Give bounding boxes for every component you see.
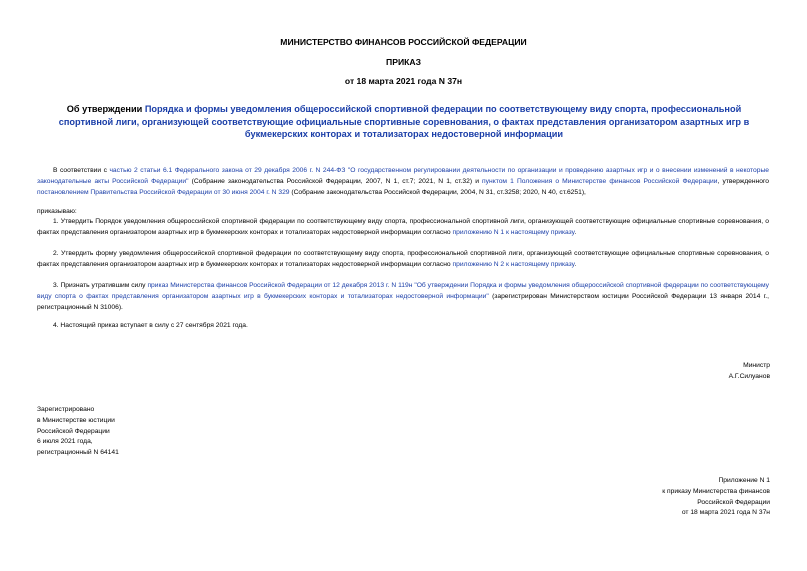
appendix-heading-block xyxy=(662,476,770,519)
date-number-heading: от 18 марта 2021 года N 37н xyxy=(344,76,463,86)
preamble-paragraph xyxy=(37,166,769,198)
item3-repealed-order-link[interactable]: приказ Министерства финансов Российской Федерации от 12 декабря 2013 г. N 119н "Об утверждении Порядка и формы уведомления общероссийской спортивной федерации по соответствующему виду спорта о фактах представления организатором азартных игр в букмекерских конторах и тотализаторах недостоверной информации" xyxy=(37,282,769,300)
signature-block xyxy=(729,361,770,383)
registration-block xyxy=(37,405,119,459)
item2-tail: . xyxy=(574,260,577,268)
appendix-line-1: Приложение N 1 xyxy=(718,477,770,484)
item3-text: 3. Признать утратившим силу xyxy=(53,282,148,289)
signature-name: А.Г.Силуанов xyxy=(728,372,770,380)
preamble-text-1: В соответствии с xyxy=(53,167,110,174)
title-prefix: Об утверждении xyxy=(66,104,145,114)
item2-text: 2. Утвердить форму уведомления общероссийской спортивной федерации по соответствующему виду спорта, профессиональной спортивной лиги, организующей соответствующие официальные спортивные соревнования, о фактах представления организатором азартных игр в букмекерских конторах и тотализаторах недостоверной информации согласно xyxy=(37,250,769,268)
preamble-link-regulation[interactable]: пунктом 1 Положения о Министерстве финансов Российской Федерации xyxy=(482,177,718,185)
registration-line-4: 6 июля 2021 года, xyxy=(37,438,93,446)
signature-role: Министр xyxy=(743,362,770,369)
appendix-line-4: от 18 марта 2021 года N 37н xyxy=(681,509,770,517)
title-link[interactable]: Порядка и формы уведомления общероссийской спортивной федерации по соответствующему виду спорта, профессиональной спортивной лиги, организующей соответствующие официальные спортивные соревнования, о фактах представления организатором азартных игр в букмекерских конторах и тотализаторах недостоверной информации xyxy=(58,104,750,139)
item2-appendix-link[interactable]: приложению N 2 к настоящему приказу xyxy=(452,260,575,268)
ministry-heading: МИНИСТЕРСТВО ФИНАНСОВ РОССИЙСКОЙ ФЕДЕРАЦИИ xyxy=(280,37,527,47)
item3-tail: (зарегистрирован Министерством юстиции Российской Федерации 13 января 2014 г., регистрационный N 31006). xyxy=(37,292,769,311)
preamble-link-resolution[interactable]: постановлением Правительства Российской Федерации от 30 июня 2004 г. N 329 xyxy=(37,188,290,196)
preamble-text-2: (Собрание законодательства Российской Федерации, 2007, N 1, ст.7; 2021, N 1, ст.32) и xyxy=(188,177,483,185)
order-word: приказываю: xyxy=(37,208,77,215)
preamble-text-4: (Собрание законодательства Российской Федерации, 2004, N 31, ст.3258; 2020, N 40, ст.6251), xyxy=(289,188,586,196)
registration-line-1: Зарегистрировано xyxy=(37,406,95,413)
order-item-2 xyxy=(37,249,769,271)
preamble-link-law[interactable]: частью 2 статьи 6.1 Федерального закона от 29 декабря 2006 г. N 244-ФЗ "О государственном регулировании деятельности по организации и проведению азартных игр и о внесении изменений в некоторые законодательные акты Российской Федерации" xyxy=(37,167,769,185)
registration-line-5: регистрационный N 64141 xyxy=(37,449,119,457)
appendix-line-3: Российской Федерации xyxy=(697,498,770,506)
appendix-line-2: к приказу Министерства финансов xyxy=(662,487,770,495)
item1-text: 1. Утвердить Порядок уведомления общероссийской спортивной федерации по соответствующему виду спорта, профессиональной спортивной лиги, организующей соответствующие официальные спортивные соревнования, о фактах представления организатором азартных игр в букмекерских конторах и тотализаторах недостоверной информации согласно xyxy=(37,218,769,236)
document-title xyxy=(44,103,764,141)
order-item-1 xyxy=(37,217,769,239)
item1-tail: . xyxy=(574,228,577,236)
item1-appendix-link[interactable]: приложению N 1 к настоящему приказу xyxy=(452,228,575,236)
registration-line-2: в Министерстве юстиции xyxy=(37,416,115,424)
registration-line-3: Российской Федерации xyxy=(37,427,110,435)
order-item-3 xyxy=(37,281,769,313)
doc-type-heading: ПРИКАЗ xyxy=(386,57,421,67)
preamble-text-3: , утвержденного xyxy=(717,177,770,185)
order-item-4: 4. Настоящий приказ вступает в силу с 27 сентября 2021 года. xyxy=(53,322,248,329)
